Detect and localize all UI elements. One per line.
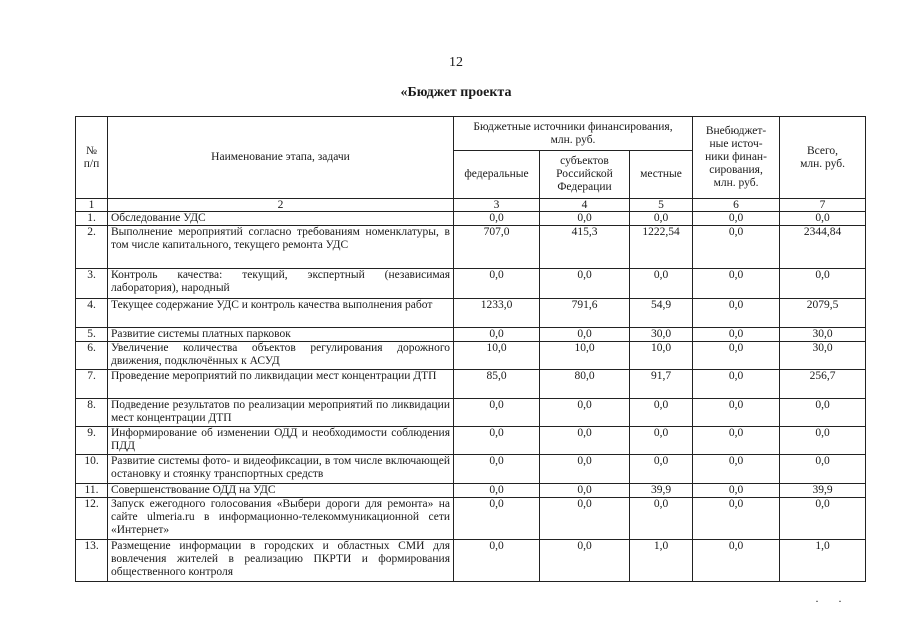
table-row: [76, 370, 866, 399]
offbudget-value: 0,0: [693, 399, 780, 427]
row-number: 4.: [76, 299, 108, 328]
offbudget-value: 0,0: [693, 299, 780, 328]
column-index: 4: [540, 199, 630, 212]
task-name: Обследование УДС: [108, 212, 454, 226]
offbudget-value: 0,0: [693, 540, 780, 582]
local-value: 1222,54: [630, 226, 693, 269]
budget-table-body: [76, 212, 866, 582]
task-name: Проведение мероприятий по ликвидации мест концентрации ДТП: [108, 370, 454, 399]
header-num: [76, 117, 108, 199]
local-value: 0,0: [630, 498, 693, 540]
task-name: Размещение информации в городских и областных СМИ для вовлечения жителей в реализацию ПКРТИ и формирования общественного контроля: [108, 540, 454, 582]
federal-value: 0,0: [454, 427, 540, 455]
federal-value: 0,0: [454, 484, 540, 498]
header-offbudget: [693, 117, 780, 199]
local-value: 39,9: [630, 484, 693, 498]
table-row: [76, 299, 866, 328]
total-value: 30,0: [780, 328, 866, 342]
budget-table: [75, 116, 866, 582]
total-value: 0,0: [780, 212, 866, 226]
federal-value: 0,0: [454, 399, 540, 427]
offbudget-value: 0,0: [693, 370, 780, 399]
federal-value: 0,0: [454, 212, 540, 226]
scan-marks: · ·: [815, 594, 850, 608]
row-number: 2.: [76, 226, 108, 269]
offbudget-value: 0,0: [693, 328, 780, 342]
column-index: 2: [108, 199, 454, 212]
local-value: 54,9: [630, 299, 693, 328]
table-row: [76, 269, 866, 299]
total-value: 256,7: [780, 370, 866, 399]
header-federal-text: федеральные: [464, 168, 529, 180]
table-row: [76, 484, 866, 498]
task-name: Развитие системы фото- и видеофиксации, в том числе включающей остановку и стоянку транспортных средств: [108, 455, 454, 484]
federal-value: 0,0: [454, 269, 540, 299]
local-value: 30,0: [630, 328, 693, 342]
federal-value: 0,0: [454, 498, 540, 540]
header-local-text: местные: [640, 168, 682, 180]
column-index-row: [76, 199, 866, 212]
table-row: [76, 328, 866, 342]
header-num-text: № п/п: [83, 144, 100, 170]
federal-value: 10,0: [454, 342, 540, 370]
header-budget-group: [454, 117, 693, 151]
federal-value: 707,0: [454, 226, 540, 269]
regional-value: 0,0: [540, 399, 630, 427]
header-total: [780, 117, 866, 199]
offbudget-value: 0,0: [693, 226, 780, 269]
column-index: 5: [630, 199, 693, 212]
header-total-text: Всего, млн. руб.: [800, 144, 845, 170]
table-row: [76, 498, 866, 540]
local-value: 1,0: [630, 540, 693, 582]
total-value: 1,0: [780, 540, 866, 582]
regional-value: 415,3: [540, 226, 630, 269]
offbudget-value: 0,0: [693, 342, 780, 370]
row-number: 3.: [76, 269, 108, 299]
table-row: [76, 540, 866, 582]
local-value: 0,0: [630, 212, 693, 226]
total-value: 0,0: [780, 399, 866, 427]
row-number: 11.: [76, 484, 108, 498]
offbudget-value: 0,0: [693, 212, 780, 226]
federal-value: 0,0: [454, 455, 540, 484]
regional-value: 791,6: [540, 299, 630, 328]
column-index: 7: [780, 199, 866, 212]
task-name: Совершенствование ОДД на УДС: [108, 484, 454, 498]
task-name: Развитие системы платных парковок: [108, 328, 454, 342]
header-federal: [454, 151, 540, 199]
total-value: 0,0: [780, 427, 866, 455]
page-number: 12: [449, 55, 463, 70]
task-name: Текущее содержание УДС и контроль качества выполнения работ: [108, 299, 454, 328]
total-value: 0,0: [780, 269, 866, 299]
federal-value: 0,0: [454, 540, 540, 582]
row-number: 5.: [76, 328, 108, 342]
table-row: [76, 212, 866, 226]
local-value: 91,7: [630, 370, 693, 399]
local-value: 0,0: [630, 427, 693, 455]
regional-value: 0,0: [540, 212, 630, 226]
column-index: 1: [76, 199, 108, 212]
regional-value: 0,0: [540, 455, 630, 484]
total-value: 0,0: [780, 455, 866, 484]
regional-value: 0,0: [540, 269, 630, 299]
total-value: 2344,84: [780, 226, 866, 269]
offbudget-value: 0,0: [693, 269, 780, 299]
task-name: Информирование об изменении ОДД и необходимости соблюдения ПДД: [108, 427, 454, 455]
header-name-text: Наименование этапа, задачи: [211, 151, 350, 163]
regional-value: 0,0: [540, 540, 630, 582]
row-number: 7.: [76, 370, 108, 399]
total-value: 30,0: [780, 342, 866, 370]
offbudget-value: 0,0: [693, 455, 780, 484]
regional-value: 0,0: [540, 484, 630, 498]
offbudget-value: 0,0: [693, 484, 780, 498]
table-row: [76, 399, 866, 427]
row-number: 8.: [76, 399, 108, 427]
local-value: 0,0: [630, 455, 693, 484]
total-value: 39,9: [780, 484, 866, 498]
table-row: [76, 427, 866, 455]
table-row: [76, 342, 866, 370]
federal-value: 1233,0: [454, 299, 540, 328]
header-regional: [540, 151, 630, 199]
total-value: 0,0: [780, 498, 866, 540]
offbudget-value: 0,0: [693, 427, 780, 455]
regional-value: 80,0: [540, 370, 630, 399]
header-name: [108, 117, 454, 199]
federal-value: 0,0: [454, 328, 540, 342]
row-number: 12.: [76, 498, 108, 540]
header-local: [630, 151, 693, 199]
task-name: Подведение результатов по реализации мероприятий по ликвидации мест концентрации ДТП: [108, 399, 454, 427]
column-index: 3: [454, 199, 540, 212]
local-value: 0,0: [630, 269, 693, 299]
regional-value: 10,0: [540, 342, 630, 370]
header-budget-group-text: Бюджетные источники финансирования, млн. руб.: [473, 120, 673, 146]
row-number: 6.: [76, 342, 108, 370]
document-title: «Бюджет проекта: [400, 85, 512, 100]
local-value: 0,0: [630, 399, 693, 427]
regional-value: 0,0: [540, 328, 630, 342]
task-name: Выполнение мероприятий согласно требованиям номенклатуры, в том числе капитального, текущего ремонта УДС: [108, 226, 454, 269]
offbudget-value: 0,0: [693, 498, 780, 540]
table-row: [76, 455, 866, 484]
header-regional-text: субъектов Российской Федерации: [556, 155, 613, 193]
local-value: 10,0: [630, 342, 693, 370]
row-number: 13.: [76, 540, 108, 582]
table-row: [76, 226, 866, 269]
federal-value: 85,0: [454, 370, 540, 399]
task-name: Увеличение количества объектов регулирования дорожного движения, подключённых к АСУД: [108, 342, 454, 370]
task-name: Контроль качества: текущий, экспертный (независимая лаборатория), народный: [108, 269, 454, 299]
row-number: 10.: [76, 455, 108, 484]
header-offbudget-text: Внебюджет- ные источ- ники финан- сирования, млн. руб.: [705, 125, 767, 189]
row-number: 9.: [76, 427, 108, 455]
task-name: Запуск ежегодного голосования «Выбери дороги для ремонта» на сайте ulmeria.ru в информационно-телекоммуникационной сети «Интернет»: [108, 498, 454, 540]
regional-value: 0,0: [540, 498, 630, 540]
row-number: 1.: [76, 212, 108, 226]
total-value: 2079,5: [780, 299, 866, 328]
column-index: 6: [693, 199, 780, 212]
regional-value: 0,0: [540, 427, 630, 455]
